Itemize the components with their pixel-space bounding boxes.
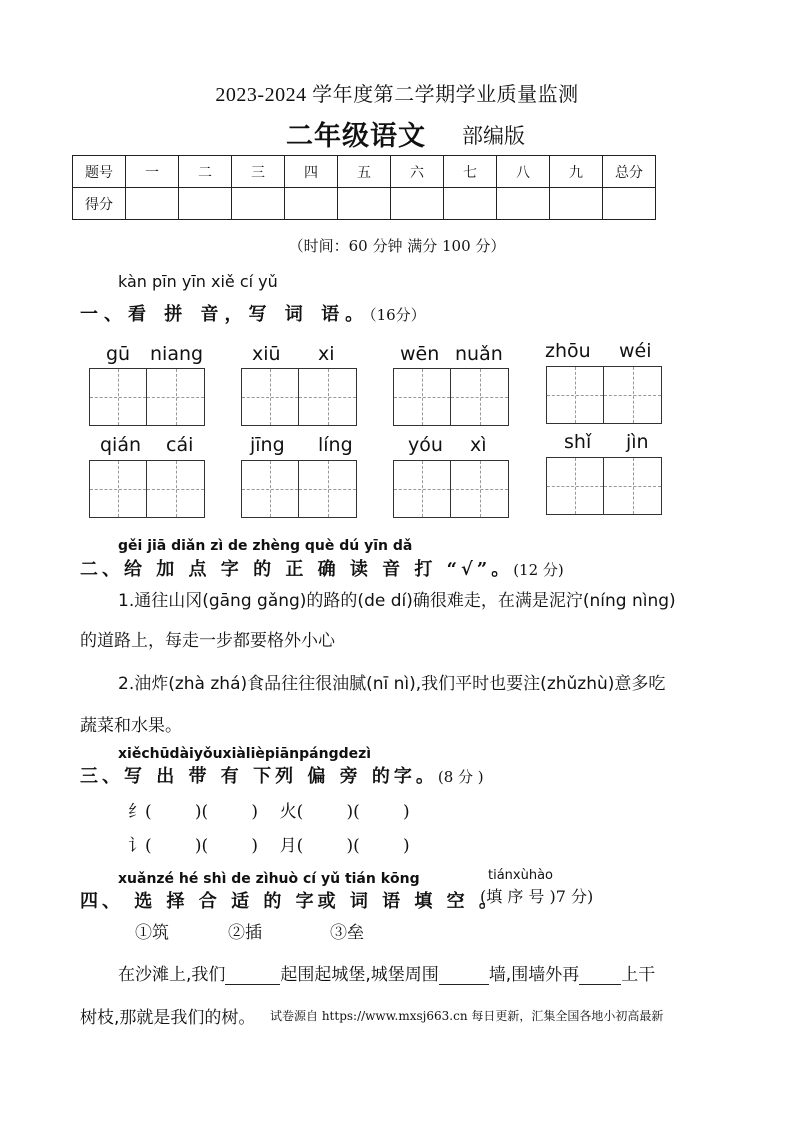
score-cell: 九 [550, 156, 603, 188]
score-cell: 五 [338, 156, 391, 188]
section3-pinyin: xiěchūdàiyǒuxiàlièpiānpángdezì [118, 746, 372, 762]
word6-pinyin-b: líng [318, 434, 353, 456]
writing-box-word1[interactable] [89, 368, 205, 426]
edition-label: 部编版 [462, 124, 525, 148]
section2-heading [80, 555, 564, 581]
subject-title: 二年级语文 [286, 121, 426, 152]
word5-pinyin-a: qián [100, 434, 142, 456]
section3-heading [80, 762, 484, 788]
option-3: ③垒 [330, 923, 364, 943]
score-input-cell[interactable] [179, 188, 232, 220]
section3-heading-text: 三、写 出 带 有 下列 偏 旁 的字。 [80, 766, 438, 787]
word1-pinyin-a: gū [106, 343, 131, 365]
section4-score-pinyin: tiánxùhào [488, 868, 554, 883]
section3-score: (8 分 ) [437, 768, 484, 786]
score-input-cell[interactable] [550, 188, 603, 220]
section4-score: (填 序 号 )7 分) [480, 887, 594, 906]
writing-box-word4[interactable] [546, 366, 662, 424]
score-table [72, 155, 656, 220]
time-info: （时间：60 分钟 满分 100 分） [288, 237, 506, 255]
section2-heading-text: 二、给 加 点 字 的 正 确 读 音 打 “√”。 [80, 559, 514, 580]
section2-line4: 蔬菜和水果。 [80, 716, 182, 736]
section1-heading [80, 300, 426, 326]
word8-pinyin-a: shǐ [564, 431, 592, 453]
word1-pinyin-b: niang [150, 343, 204, 365]
score-input-cell[interactable] [497, 188, 550, 220]
score-input-cell[interactable] [391, 188, 444, 220]
score-cell: 题号 [73, 156, 126, 188]
writing-box-word6[interactable] [241, 460, 357, 518]
source-footer: 试卷源自 https://www.mxsj663.cn 每日更新，汇集全国各地小初高最新 [270, 1009, 664, 1023]
fill-text-b: 起围起城堡,城堡周围 [280, 965, 439, 985]
score-cell: 七 [444, 156, 497, 188]
fill-blank-1[interactable] [225, 966, 280, 985]
score-cell: 三 [232, 156, 285, 188]
fill-text-a: 在沙滩上,我们 [118, 965, 226, 985]
fill-blank-3[interactable] [579, 966, 621, 985]
score-cell: 一 [126, 156, 179, 188]
section2-line1: 1.通往山冈(gāng gǎng)的路的(de dí)确很难走，在满是泥泞(níng nìng) [118, 591, 676, 611]
section1-pinyin: kàn pīn yīn xiě cí yǔ [118, 272, 278, 291]
word2-pinyin-a: xiū [252, 343, 281, 365]
score-table-score-row [73, 188, 656, 220]
exam-title: 2023-2024 学年度第二学期学业质量监测 [215, 84, 579, 106]
word3-pinyin-a: wēn [400, 343, 440, 365]
option-2: ②插 [228, 923, 262, 943]
fill-blank-2[interactable] [439, 966, 489, 985]
writing-box-word8[interactable] [546, 457, 662, 515]
writing-box-word2[interactable] [241, 368, 357, 426]
section2-pinyin: gěi jiā diǎn zì de zhèng què dú yīn dǎ [118, 538, 413, 554]
score-row-label: 得分 [73, 188, 126, 220]
score-cell: 总分 [603, 156, 656, 188]
writing-box-word5[interactable] [89, 460, 205, 518]
fill-text-d: 上干 [621, 965, 656, 985]
score-input-cell[interactable] [444, 188, 497, 220]
score-table-header-row [73, 156, 656, 188]
score-cell: 六 [391, 156, 444, 188]
score-input-cell[interactable] [285, 188, 338, 220]
section4-line1 [118, 960, 655, 985]
word3-pinyin-b: nuǎn [455, 343, 503, 365]
fill-text-c: 墙,围墙外再 [488, 965, 580, 985]
section2-line3: 2.油炸(zhà zhá)食品往往很油腻(nī nì),我们平时也要注(zhǔzhù)意多吃 [118, 674, 666, 694]
score-input-cell[interactable] [126, 188, 179, 220]
section2-line2: 的道路上，每走一步都要格外小心 [80, 631, 335, 651]
section4-heading: 四、 选 择 合 适 的 字或 词 语 填 空 。 [80, 891, 501, 912]
word4-pinyin-a: zhōu [545, 340, 591, 362]
score-cell: 八 [497, 156, 550, 188]
score-cell: 二 [179, 156, 232, 188]
score-input-cell[interactable] [338, 188, 391, 220]
section1-score: （16分） [369, 306, 426, 324]
section1-heading-text: 一、看 拼 音，写 词 语。 [80, 304, 370, 325]
writing-box-word7[interactable] [393, 460, 509, 518]
word7-pinyin-a: yóu [408, 434, 443, 456]
word6-pinyin-a: jīng [250, 434, 285, 456]
section3-row1: 纟( )( ) 火( )( ) [128, 802, 410, 822]
word4-pinyin-b: wéi [619, 340, 652, 362]
word5-pinyin-b: cái [166, 434, 194, 456]
score-input-cell[interactable] [232, 188, 285, 220]
word7-pinyin-b: xì [470, 434, 487, 456]
word8-pinyin-b: jìn [626, 431, 649, 453]
section3-row2: 讠( )( ) 月( )( ) [128, 836, 410, 856]
section4-pinyin: xuǎnzé hé shì de zìhuò cí yǔ tián kōng [118, 871, 420, 887]
writing-box-word3[interactable] [393, 368, 509, 426]
score-input-cell[interactable] [603, 188, 656, 220]
section4-line2: 树枝,那就是我们的树。 [80, 1008, 256, 1028]
option-1: ①筑 [135, 923, 169, 943]
score-cell: 四 [285, 156, 338, 188]
word2-pinyin-b: xi [318, 343, 335, 365]
section2-score: (12 分) [513, 561, 564, 579]
